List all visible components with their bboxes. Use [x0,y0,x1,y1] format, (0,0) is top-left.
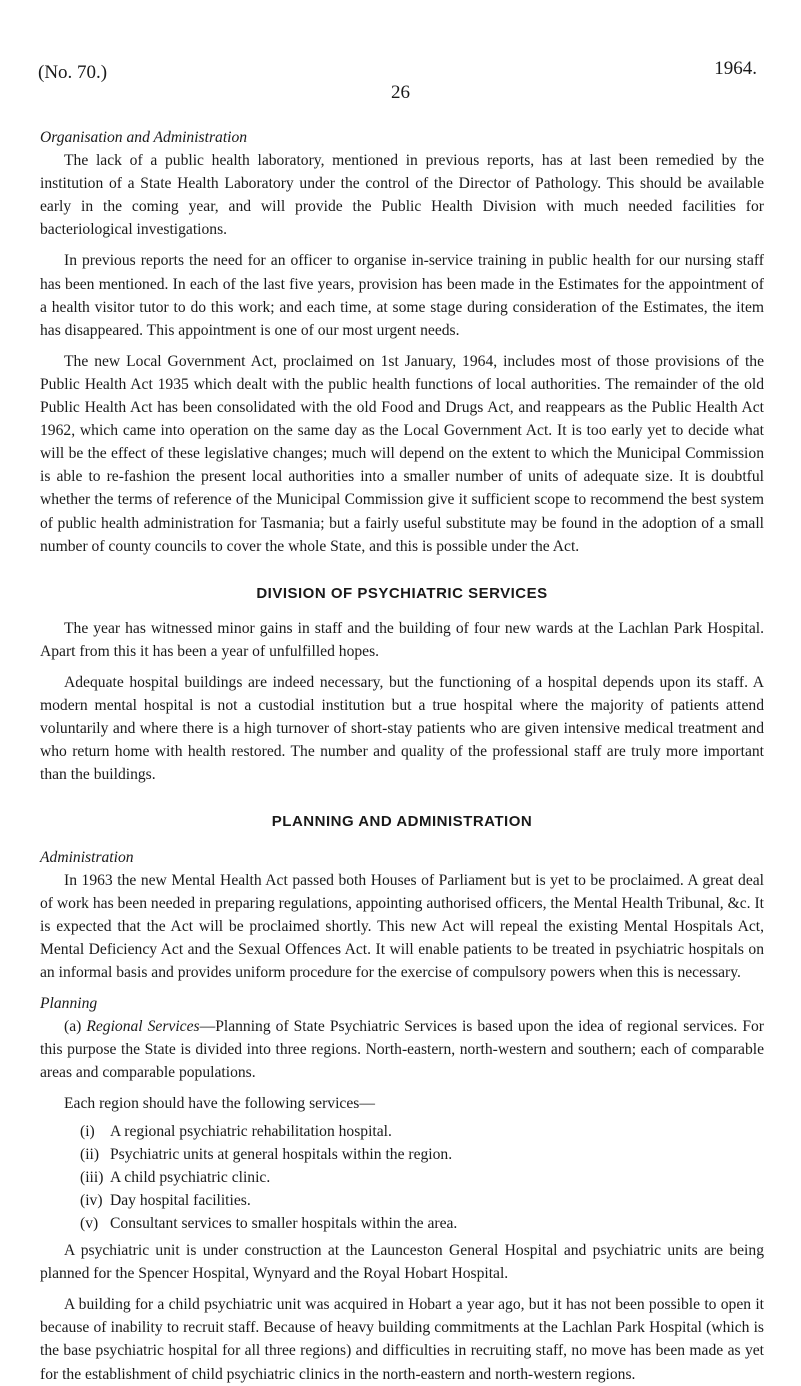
paragraph: A psychiatric unit is under construction at the Launceston General Hospital and psychiatric units are being planned for the Spencer Hospital, Wynyard and the Royal Hobart Hospital. [40,1242,764,1283]
item-title: Regional Services [86,1018,200,1036]
list-item-text: Psychiatric units at general hospitals within the region. [110,1145,453,1163]
item-text: —Planning of State Psychiatric Services is based upon the idea of regional services. For this purpose the State is divided into three regions. North-eastern, north-western and southern; each of comparable areas and comparable populations. [40,1018,764,1082]
list-item [40,1120,764,1143]
list-item-text: Day hospital facilities. [110,1191,251,1209]
paragraph: Each region should have the following services— [64,1095,375,1113]
paragraph: The new Local Government Act, proclaimed on 1st January, 1964, includes most of those provisions of the Public Health Act 1935 which dealt with the public health functions of local authorities. The remainder of the old Public Health Act has been consolidated with the old Food and Drugs Act, and reappears as the Public Health Act 1962, which came into operation on the same day as the Local Government Act. It is too early yet to decide what will be the effect of these legislative changes; much will depend on the extent to which the Municipal Commission is able to re-fashion the present local authorities into a smaller number of units of adequate size. It is doubtful whether the terms of reference of the Municipal Commission give it sufficient scope to recommend the best system of public health administration for Tasmania; but a fairly useful substitute may be found in the adoption of a small number of county councils to cover the whole State, and this is possible under the Act. [40,352,764,555]
paragraph: Adequate hospital buildings are indeed necessary, but the functioning of a hospital depends upon its staff. A modern mental hospital is not a custodial institution but a true hospital where the majority of patients attend voluntarily and where there is a high turnover of short-stay patients who are given intensive medical treatment and who return home with health restored. The number and quality of the professional staff are truly more important than the buildings. [40,673,764,784]
subheading-planning: Planning [40,995,98,1013]
list-item-number: (iv) [80,1191,103,1209]
list-item [40,1143,764,1166]
section-heading-psychiatric: DIVISION OF PSYCHIATRIC SERVICES [256,584,548,602]
services-list [40,1120,764,1235]
list-item [40,1189,764,1212]
list-item-number: (ii) [80,1145,100,1163]
document-number: (No. 70.) [38,62,108,83]
page-number: 26 [391,82,410,103]
list-item-number: (iii) [80,1168,104,1186]
list-item-number: (v) [80,1214,99,1232]
page-body [40,126,764,1386]
list-item-number: (i) [80,1122,95,1140]
paragraph: The lack of a public health laboratory, mentioned in previous reports, has at last been remedied by the institution of a State Health Laboratory under the control of the Director of Pathology. This should be available early in the coming year, and will provide the Public Health Division with much needed facilities for bacteriological investigations. [40,152,764,239]
paragraph: In 1963 the new Mental Health Act passed both Houses of Parliament but is yet to be proclaimed. A great deal of work has been needed in preparing regulations, appointing authorised officers, the Mental Health Tribunal, &c. It is expected that the Act will be proclaimed shortly. This new Act will repeal the existing Mental Hospitals Act, Mental Deficiency Act and the Sexual Offences Act. It will enable patients to be treated in psychiatric hospitals on an informal basis and provides uniform procedure for the exercise of compulsory powers when this is necessary. [40,871,764,981]
item-label: (a) [64,1018,82,1036]
list-item-text: A child psychiatric clinic. [110,1168,271,1186]
paragraph: A building for a child psychiatric unit was acquired in Hobart a year ago, but it has not been possible to open it because of inability to recruit staff. Because of heavy building commitments at the Lachlan Park Hospital (which is the base psychiatric hospital for all three regions) and difficulties in recruiting staff, no move has been made as yet for the establishment of child psychiatric clinics in the north-eastern and north-western regions. [40,1296,764,1383]
paragraph: The year has witnessed minor gains in staff and the building of four new wards at the Lachlan Park Hospital. Apart from this it has been a year of unfulfilled hopes. [40,619,764,660]
list-item-text: A regional psychiatric rehabilitation hospital. [110,1122,392,1140]
list-item-text: Consultant services to smaller hospitals within the area. [110,1214,458,1232]
list-item [40,1166,764,1189]
section-heading-planning-administration: PLANNING AND ADMINISTRATION [271,813,533,831]
section-heading-organisation: Organisation and Administration [40,129,248,146]
list-item [40,1212,764,1235]
paragraph: In previous reports the need for an officer to organise in-service training in public health for our nursing staff has been mentioned. In each of the last five years, provision has been made in the Estimates for the appointment of a health visitor tutor to do this work; and each time, at some stage during consideration of the Estimates, the item has disappeared. This appointment is one of our most urgent needs. [40,252,764,339]
subheading-administration: Administration [40,848,134,866]
paragraph-regional-services [40,1015,764,1084]
document-year: 1964. [714,58,757,79]
